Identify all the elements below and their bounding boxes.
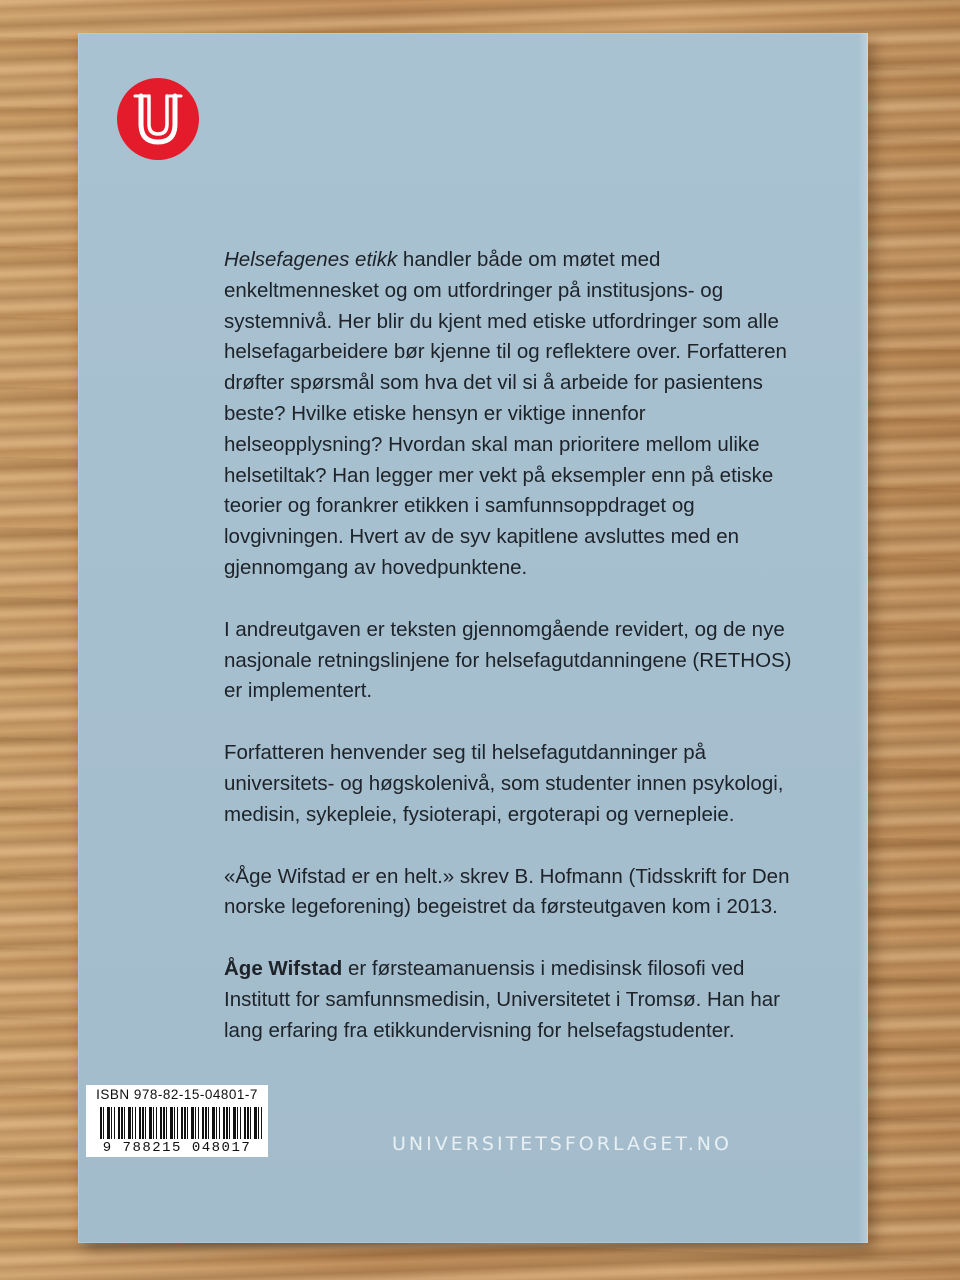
book-back-cover [78, 33, 868, 1243]
author-name: Åge Wifstad [224, 957, 343, 981]
isbn-number: ISBN 978-82-15-04801-7 [96, 1087, 258, 1102]
barcode-digits: 9 788215 048017 [86, 1139, 268, 1156]
author-bio [224, 954, 804, 1046]
blurb-paragraph-1 [224, 245, 804, 584]
universitetsforlaget-u-logo-icon [117, 78, 199, 160]
back-cover-blurb [224, 245, 804, 1078]
book-title: Helsefagenes etikk [224, 248, 398, 271]
blurb-quote: «Åge Wifstad er en helt.» skrev B. Hofmann (Tidsskrift for Den norske legeforening) begeistret da førsteutgaven kom i 2013. [224, 864, 790, 919]
blurb-paragraph-2: I andreutgaven er teksten gjennomgående revidert, og de nye nasjonale retningslinjene for helsefagutdanningene (RETHOS) er implementert. [224, 617, 792, 703]
blurb-paragraph-3: Forfatteren henvender seg til helsefagutdanninger på universitets- og høgskolenivå, som studenter innen psykologi, medisin, sykepleie, fysioterapi, ergoterapi og vernepleie. [224, 741, 784, 826]
author-bio-text: er førsteamanuensis i medisinsk filosofi ved Institutt for samfunnsmedisin, Universitetet i Tromsø. Han har lang erfaring fra etikkundervisning for helsefagstudenter. [224, 957, 780, 1042]
isbn-barcode-label [86, 1085, 268, 1157]
cover-edge [858, 33, 868, 1243]
publisher-url: UNIVERSITETSFORLAGET.NO [392, 1133, 732, 1155]
logo-graphic [117, 78, 199, 160]
barcode-icon [100, 1107, 262, 1139]
blurb-paragraph-1-text: handler både om møtet med enkeltmennesket og om utfordringer på institusjons- og systemnivå. Her blir du kjent med etiske utfordringer som alle helsefagarbeidere bør kjenne til og reflektere over. Forfatteren drøfter spørsmål som hva det vil si å arbeide for pasientens beste? Hvilke etiske hensyn er viktige innenfor helseopplysning? Hvordan skal man prioritere mellom ulike helsetiltak? Han legger mer vekt på eksempler enn på etiske teorier og forankrer etikken i samfunnsoppdraget og lovgivningen. Hvert av de syv kapitlene avsluttes med en gjennomgang av hovedpunktene. [224, 248, 787, 579]
